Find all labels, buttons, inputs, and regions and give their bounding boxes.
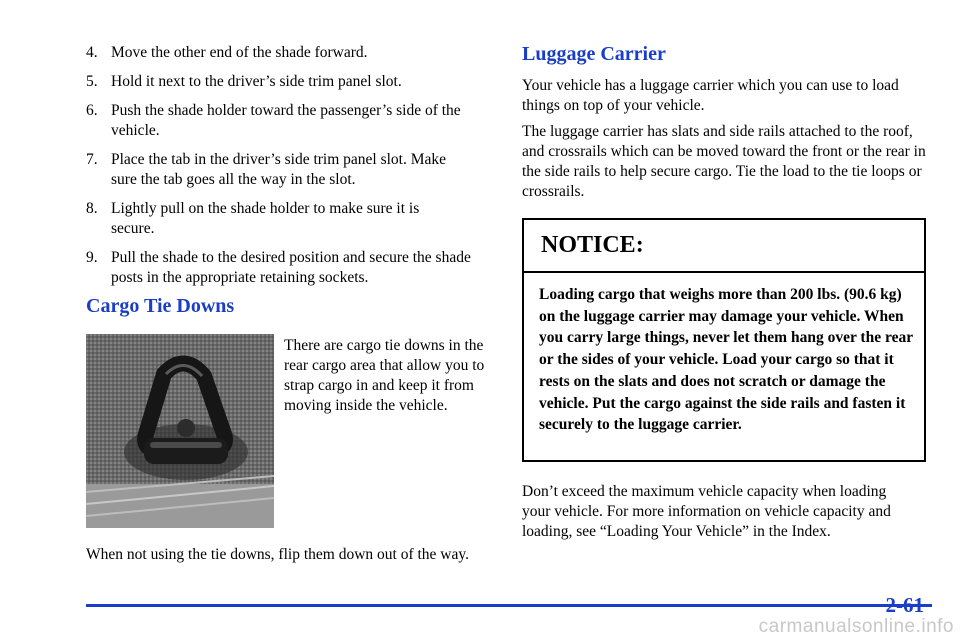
- notice-box: [522, 218, 926, 462]
- cargo-intro-text: There are cargo tie downs in the rear cargo area that allow you to strap cargo in and keep it from moving inside the vehicle.: [284, 337, 485, 414]
- luggage-para-2: The luggage carrier has slats and side rails attached to the roof, and crossrails which can be moved toward the front or the rear in the side rails to help secure cargo. Tie the load to the tie loops or crossrails.: [522, 123, 926, 200]
- notice-title: NOTICE:: [541, 232, 644, 258]
- luggage-carrier-heading: Luggage Carrier: [522, 43, 666, 65]
- shade-steps-list: [86, 43, 492, 297]
- cargo-note-text: When not using the tie downs, flip them down out of the way.: [86, 546, 469, 563]
- list-item: 4. Move the other end of the shade forward.: [86, 44, 368, 61]
- list-item: 6. Push the shade holder toward the passenger’s side of the vehicle.: [86, 102, 461, 139]
- notice-divider: [524, 271, 924, 273]
- watermark-text: carmanualsonline.info: [758, 616, 954, 637]
- cargo-tie-down-photo: [86, 334, 274, 528]
- footer-rule: [86, 604, 932, 607]
- page-number: 2-61: [885, 593, 924, 617]
- luggage-para-3: Don’t exceed the maximum vehicle capacity when loading your vehicle. For more information on vehicle capacity and loading, see “Loading Your Vehicle” in the Index.: [522, 483, 891, 540]
- list-item: 5. Hold it next to the driver’s side trim panel slot.: [86, 73, 402, 90]
- list-item: 9. Pull the shade to the desired position and secure the shade posts in the appropriate retaining sockets.: [86, 249, 471, 286]
- cargo-tie-downs-heading: Cargo Tie Downs: [86, 295, 235, 317]
- notice-body: Loading cargo that weighs more than 200 lbs. (90.6 kg) on the luggage carrier may damage your vehicle. When you carry large things, never let them hang over the rear or the sides of your vehicle. Load your cargo so that it rests on the slats and does not scratch or damage the vehicle. Put the cargo against the side rails and fasten it securely to the luggage carrier.: [539, 286, 913, 434]
- tie-down-illustration: [86, 334, 274, 528]
- list-item: 8. Lightly pull on the shade holder to make sure it is secure.: [86, 200, 420, 237]
- list-item: 7. Place the tab in the driver’s side trim panel slot. Make sure the tab goes all the way in the slot.: [86, 151, 447, 188]
- luggage-para-1: Your vehicle has a luggage carrier which you can use to load things on top of your vehicle.: [522, 77, 899, 114]
